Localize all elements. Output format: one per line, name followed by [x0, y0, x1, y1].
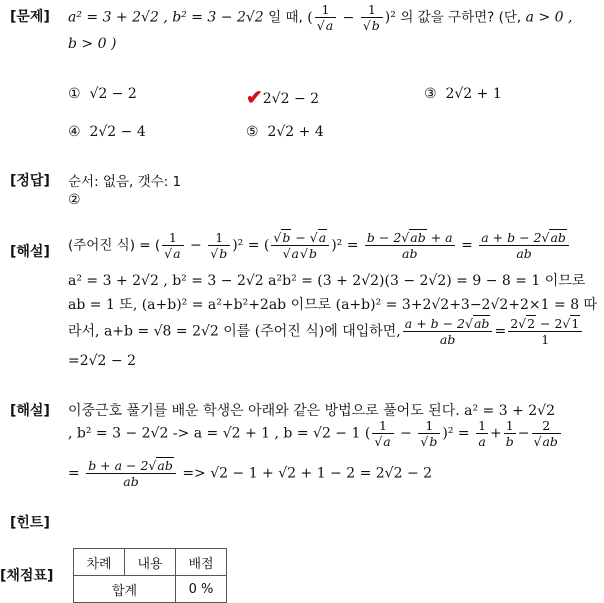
answer-value: ②	[68, 192, 81, 208]
problem-given-b2: b² = 3 − 2√2	[172, 9, 264, 26]
explanation-line-4: 라서, a+b = √8 = 2√2 이를 (주어진 식)에 대입하면, $\frac{a + b - 2√ab}{ab}$ = $\frac{2√2 - 2√1}{1}$	[68, 316, 584, 347]
label-explanation: [해설]	[10, 244, 50, 260]
explanation-line-5: =2√2 − 2	[68, 353, 137, 369]
problem-condition-a: a > 0 ,	[525, 9, 573, 26]
choice-2[interactable]: ✔2√2 − 2	[246, 85, 320, 109]
problem-given-a2: a² = 3 + 2√2 ,	[68, 9, 173, 26]
label-answer: [정답]	[10, 173, 50, 189]
choice-5[interactable]: ⑤ 2√2 + 4	[246, 124, 324, 140]
problem-question: 의 값을 구하면? (단,	[400, 9, 522, 26]
problem-connector: 일 때,	[268, 9, 303, 26]
label-hint: [힌트]	[10, 515, 50, 531]
label-explanation-2: [해설]	[10, 403, 50, 419]
explanation-line-1: (주어진 식) = ( $\frac{1}{√a}$ − $\frac{1}{√b}$ )² = ( $\frac{√b - √a}{√a√b}$ )² = $\frac{b - 2√ab + a}{ab}$ = $\frac{a + b - 2√ab}{ab}$	[68, 230, 571, 261]
score-total-value: 0 %	[176, 576, 227, 603]
explanation-line-3: ab = 1 또, (a+b)² = a²+b²+2ab 이므로 (a+b)² = 3+2√2+3−2√2+2×1 = 8 따	[68, 297, 598, 313]
choice-3[interactable]: ③ 2√2 + 1	[424, 86, 502, 102]
score-header-order: 차례	[74, 549, 125, 576]
answer-order-count: 순서: 없음, 갯수: 1	[68, 174, 182, 190]
problem-condition-b: b > 0 )	[68, 36, 117, 52]
problem-expression: ( $\frac{1}{√a}$ − $\frac{1}{√b}$	[307, 10, 385, 26]
score-header-content: 내용	[125, 549, 176, 576]
explanation2-line-2: , b² = 3 − 2√2 -> a = √2 + 1 , b = √2 − 1 ( $\frac{1}{√a}$ − $\frac{1}{√b}$ )² = $\frac{1}{a}$ + $\frac{1}{b}$ − $\frac{2}{√ab}$	[68, 418, 563, 449]
check-mark-icon: ✔	[246, 85, 263, 109]
label-scoring: [채점표]	[0, 568, 54, 584]
explanation2-line-1: 이중근호 풀기를 배운 학생은 아래와 같은 방법으로 풀어도 된다. a² = 3 + 2√2	[68, 403, 555, 419]
explanation-line-2: a² = 3 + 2√2 , b² = 3 − 2√2 a²b² = (3 + 2√2)(3 − 2√2) = 9 − 8 = 1 이므로	[68, 273, 586, 289]
score-table	[73, 548, 227, 603]
choice-4[interactable]: ④ 2√2 − 4	[68, 124, 146, 140]
problem-expr-tail: )²	[384, 9, 396, 26]
choice-1[interactable]: ① √2 − 2	[68, 86, 137, 102]
explanation2-line-3: = $\frac{b + a - 2√ab}{ab}$ => √2 − 1 + √2 + 1 − 2 = 2√2 − 2	[68, 458, 433, 489]
label-problem: [문제]	[10, 9, 50, 25]
score-header-points: 배점	[176, 549, 227, 576]
problem-statement	[68, 2, 572, 33]
score-total-label: 합계	[74, 576, 176, 603]
